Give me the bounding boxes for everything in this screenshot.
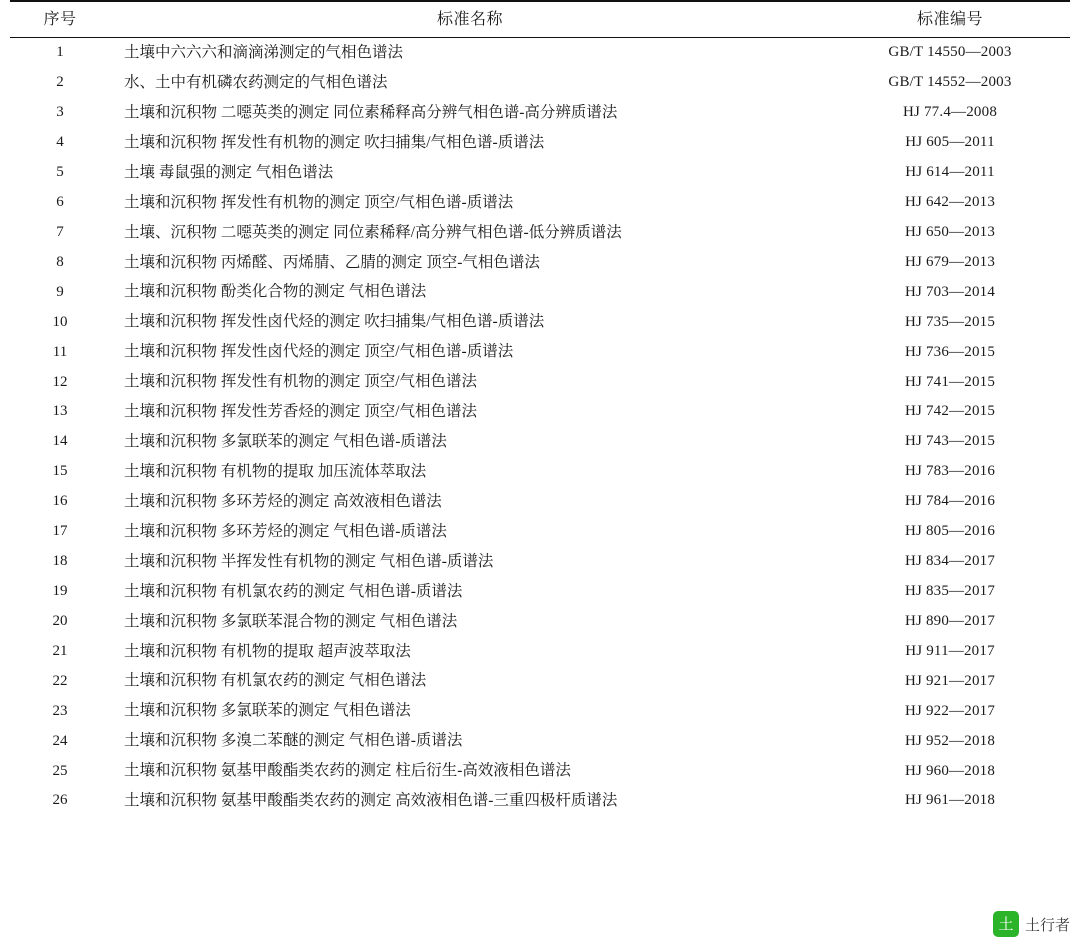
cell-code: HJ 650—2013 — [904, 223, 996, 240]
table-row — [10, 577, 1070, 607]
cell-index: 24 — [52, 732, 68, 749]
table-row — [10, 427, 1070, 457]
table-row — [10, 307, 1070, 337]
cell-name: 土壤和沉积物 丙烯醛、丙烯腈、乙腈的测定 顶空-气相色谱法 — [124, 253, 540, 271]
standards-table — [10, 0, 1070, 816]
cell-index: 11 — [52, 343, 68, 360]
table-row — [10, 277, 1070, 307]
cell-index: 3 — [56, 104, 64, 121]
cell-index: 14 — [52, 433, 68, 450]
cell-index: 18 — [52, 553, 68, 570]
wechat-logo-icon: 土 — [993, 911, 1019, 937]
cell-index: 15 — [52, 463, 68, 480]
cell-code: HJ 735—2015 — [904, 313, 996, 330]
cell-name: 土壤和沉积物 挥发性芳香烃的测定 顶空/气相色谱法 — [124, 403, 478, 421]
cell-code: HJ 741—2015 — [904, 373, 996, 390]
cell-name: 土壤和沉积物 二噁英类的测定 同位素稀释高分辨气相色谱-高分辨质谱法 — [124, 103, 618, 121]
table-row — [10, 547, 1070, 577]
cell-code: HJ 952—2018 — [904, 732, 996, 749]
cell-index: 20 — [52, 612, 68, 629]
cell-code: HJ 911—2017 — [905, 642, 995, 659]
cell-code: HJ 922—2017 — [904, 702, 996, 719]
cell-name: 土壤和沉积物 多氯联苯混合物的测定 气相色谱法 — [124, 612, 458, 630]
table-row — [10, 337, 1070, 367]
cell-name: 土壤和沉积物 半挥发性有机物的测定 气相色谱-质谱法 — [124, 552, 494, 570]
cell-index: 10 — [52, 313, 68, 330]
cell-name: 土壤和沉积物 挥发性有机物的测定 顶空/气相色谱法 — [124, 373, 478, 391]
cell-index: 1 — [56, 44, 64, 61]
cell-name: 土壤和沉积物 挥发性有机物的测定 顶空/气相色谱-质谱法 — [124, 193, 514, 211]
cell-index: 26 — [52, 792, 68, 809]
cell-code: HJ 961—2018 — [904, 792, 996, 809]
table-row — [10, 457, 1070, 487]
cell-code: HJ 805—2016 — [904, 523, 996, 540]
cell-code: HJ 703—2014 — [904, 283, 996, 300]
cell-code: HJ 784—2016 — [904, 493, 996, 510]
cell-name: 土壤 毒鼠强的测定 气相色谱法 — [124, 163, 334, 181]
cell-name: 土壤和沉积物 氨基甲酸酯类农药的测定 高效液相色谱-三重四极杆质谱法 — [124, 792, 618, 810]
cell-code: HJ 921—2017 — [904, 672, 996, 689]
cell-code: HJ 743—2015 — [904, 433, 996, 450]
table-header-row — [10, 1, 1070, 38]
cell-code: HJ 783—2016 — [904, 463, 996, 480]
table-row — [10, 218, 1070, 248]
table-row — [10, 188, 1070, 218]
cell-name: 土壤和沉积物 多氯联苯的测定 气相色谱法 — [124, 702, 411, 720]
cell-index: 19 — [52, 583, 68, 599]
cell-index: 9 — [56, 283, 64, 300]
table-row — [10, 696, 1070, 726]
cell-index: 16 — [52, 493, 68, 510]
cell-name: 土壤和沉积物 多氯联苯的测定 气相色谱-质谱法 — [124, 433, 447, 451]
cell-index: 21 — [52, 642, 68, 659]
column-header-code: 标准编号 — [830, 1, 1070, 38]
cell-name: 土壤和沉积物 氨基甲酸酯类农药的测定 柱后衍生-高效液相色谱法 — [124, 762, 571, 780]
cell-code: HJ 614—2011 — [905, 164, 995, 181]
table-row — [10, 68, 1070, 98]
cell-name: 土壤和沉积物 有机氯农药的测定 气相色谱法 — [124, 672, 427, 690]
cell-index: 7 — [56, 223, 64, 240]
cell-index: 8 — [56, 253, 64, 270]
cell-index: 25 — [52, 762, 68, 779]
cell-name: 土壤和沉积物 有机氯农药的测定 气相色谱-质谱法 — [124, 582, 463, 600]
cell-index: 13 — [52, 403, 68, 420]
cell-index: 4 — [56, 134, 64, 151]
cell-code: GB/T 14550—2003 — [888, 44, 1012, 61]
table-row — [10, 98, 1070, 128]
table-row — [10, 517, 1070, 547]
cell-name: 土壤和沉积物 有机物的提取 超声波萃取法 — [124, 642, 411, 660]
cell-name: 土壤和沉积物 多环芳烃的测定 气相色谱-质谱法 — [124, 522, 447, 540]
cell-code: HJ 834—2017 — [904, 553, 996, 570]
column-header-index: 序号 — [10, 1, 110, 38]
table-row — [10, 726, 1070, 756]
table-row — [10, 786, 1070, 816]
cell-name: 土壤中六六六和滴滴涕测定的气相色谱法 — [124, 44, 404, 62]
table-row — [10, 158, 1070, 188]
watermark-label: 土行者 — [1024, 916, 1070, 934]
cell-index: 2 — [56, 74, 64, 91]
cell-name: 土壤和沉积物 多环芳烃的测定 高效液相色谱法 — [124, 492, 442, 510]
cell-name: 土壤和沉积物 酚类化合物的测定 气相色谱法 — [124, 283, 427, 301]
cell-code: HJ 835—2017 — [904, 583, 996, 599]
table-row — [10, 397, 1070, 427]
cell-name: 土壤和沉积物 挥发性有机物的测定 吹扫捕集/气相色谱-质谱法 — [124, 133, 545, 151]
cell-code: HJ 960—2018 — [904, 762, 996, 779]
table-row — [10, 756, 1070, 786]
cell-code: HJ 736—2015 — [904, 343, 996, 360]
cell-name: 水、土中有机磷农药测定的气相色谱法 — [124, 74, 388, 92]
cell-code: HJ 742—2015 — [904, 403, 996, 420]
cell-code: HJ 77.4—2008 — [902, 104, 998, 121]
table-row — [10, 367, 1070, 397]
cell-name: 土壤和沉积物 挥发性卤代烃的测定 顶空/气相色谱-质谱法 — [124, 343, 514, 361]
cell-index: 12 — [52, 373, 68, 390]
column-header-name: 标准名称 — [110, 1, 830, 38]
cell-code: GB/T 14552—2003 — [888, 74, 1012, 91]
cell-name: 土壤和沉积物 挥发性卤代烃的测定 吹扫捕集/气相色谱-质谱法 — [124, 313, 545, 331]
cell-name: 土壤和沉积物 多溴二苯醚的测定 气相色谱-质谱法 — [124, 732, 463, 750]
cell-index: 6 — [56, 194, 64, 211]
cell-index: 5 — [56, 164, 64, 181]
cell-code: HJ 890—2017 — [904, 612, 996, 629]
table-header — [10, 1, 1070, 38]
table-row — [10, 607, 1070, 637]
cell-index: 22 — [52, 672, 68, 689]
table-row — [10, 636, 1070, 666]
cell-code: HJ 605—2011 — [905, 134, 995, 151]
cell-name: 土壤和沉积物 有机物的提取 加压流体萃取法 — [124, 463, 427, 480]
cell-code: HJ 679—2013 — [904, 253, 996, 270]
table-row — [10, 247, 1070, 277]
table-row — [10, 128, 1070, 158]
table-row — [10, 666, 1070, 696]
table-body — [10, 38, 1070, 816]
cell-name: 土壤、沉积物 二噁英类的测定 同位素稀释/高分辨气相色谱-低分辨质谱法 — [124, 223, 622, 241]
table-row — [10, 38, 1070, 68]
watermark — [993, 911, 1070, 937]
cell-index: 23 — [52, 702, 68, 719]
table-row — [10, 487, 1070, 517]
cell-code: HJ 642—2013 — [904, 194, 996, 211]
cell-index: 17 — [52, 523, 68, 540]
